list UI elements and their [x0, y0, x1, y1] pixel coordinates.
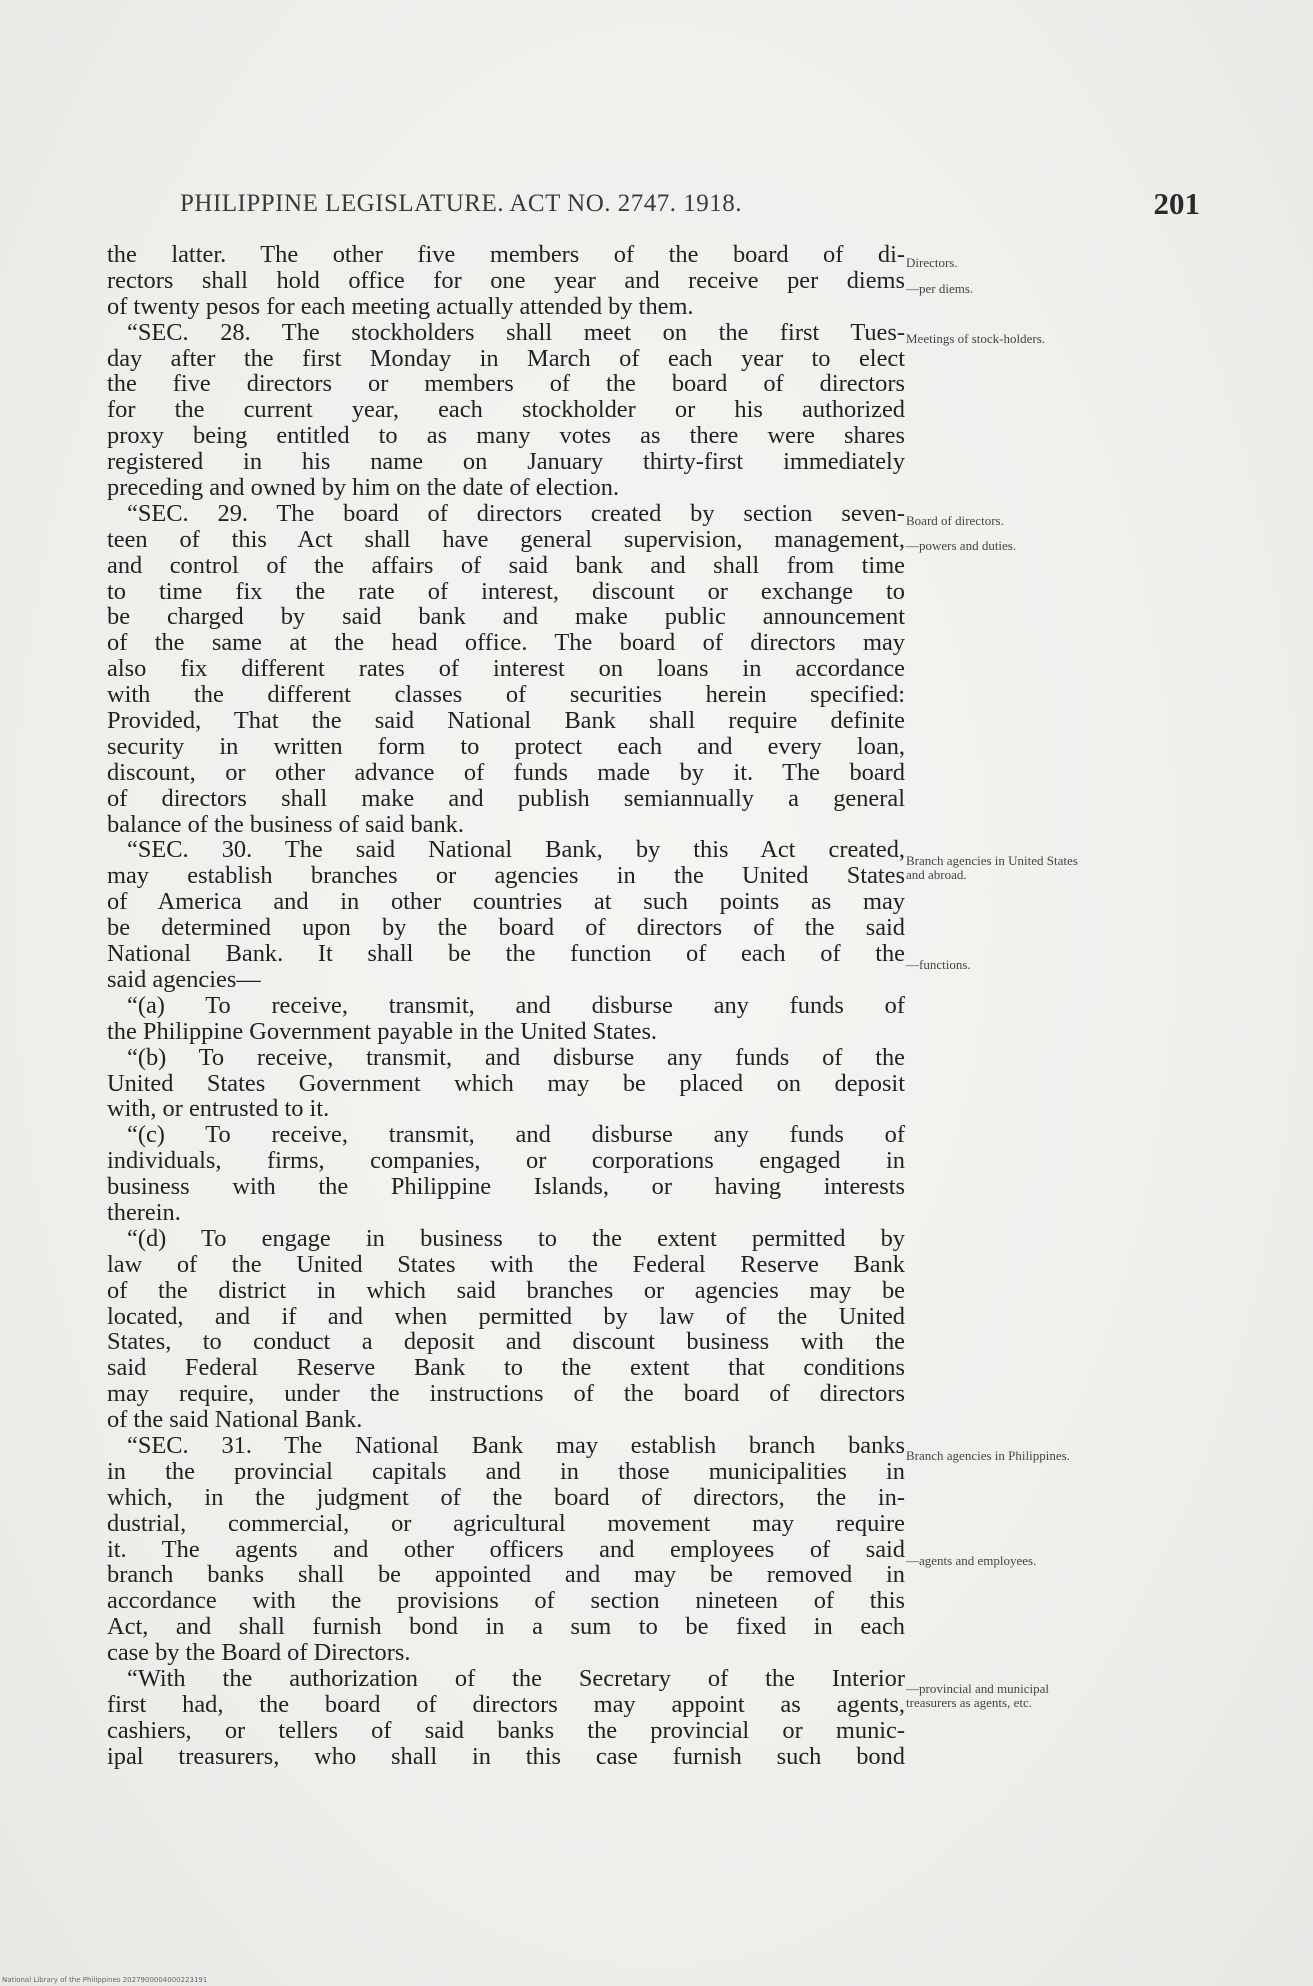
paragraph-authorization-line: “With the authorization of the Secretary of the Interior: [127, 1665, 905, 1692]
text-line: United States Government which may be placed on deposit: [107, 1070, 905, 1097]
text-line: cashiers, or tellers of said banks the provincial or munic-: [107, 1717, 905, 1744]
margin-note-powers: —powers and duties.: [906, 538, 1017, 553]
section-30-line: “SEC. 30. The said National Bank, by this Act created,: [127, 837, 905, 864]
text-line: located, and if and when permitted by law of the United: [107, 1303, 905, 1330]
text-line: branch banks shall be appointed and may be removed in: [107, 1562, 905, 1589]
page-header: [180, 186, 1200, 230]
text-line: of the said National Bank.: [107, 1407, 363, 1433]
margin-note-directors: Directors.: [906, 255, 958, 270]
text-line: the Philippine Government payable in the United States.: [107, 1018, 658, 1045]
clause-b-line: “(b) To receive, transmit, and disburse any funds of the: [127, 1044, 905, 1071]
text-line: may require, under the instructions of the board of directors: [107, 1381, 905, 1408]
text-line: said agencies—: [107, 966, 261, 993]
text-line: be charged by said bank and make public announcement: [107, 604, 905, 631]
running-head: PHILIPPINE LEGISLATURE. ACT NO. 2747. 1918.: [180, 190, 743, 217]
clause-d-line: “(d) To engage in business to the extent permitted by: [127, 1225, 905, 1252]
text-line: day after the first Monday in March of each year to elect: [107, 345, 905, 372]
clause-a-line: “(a) To receive, transmit, and disburse any funds of: [127, 992, 905, 1019]
text-line: teen of this Act shall have general supervision, management,: [107, 526, 905, 553]
text-line: may establish branches or agencies in the United States: [107, 863, 905, 890]
text-line: preceding and owned by him on the date of election.: [107, 475, 620, 501]
text-line: and control of the affairs of said bank and shall from time: [107, 552, 905, 579]
text-line: Act, and shall furnish bond in a sum to be fixed in each: [107, 1614, 905, 1641]
clause-c-line: “(c) To receive, transmit, and disburse any funds of: [127, 1122, 905, 1149]
text-line: therein.: [107, 1199, 181, 1226]
text-line: also fix different rates of interest on loans in accordance: [107, 656, 905, 683]
margin-note-branch-philippines: Branch agencies in Philippines.: [906, 1448, 1070, 1463]
text-line: for the current year, each stockholder or his authorized: [107, 397, 905, 424]
text-line: case by the Board of Directors.: [107, 1640, 411, 1666]
section-28-line: “SEC. 28. The stockholders shall meet on the first Tues-: [127, 319, 905, 346]
text-line: of America and in other countries at such points as may: [107, 889, 905, 916]
text-line: of the same at the head office. The board of directors may: [107, 630, 905, 657]
text-line: with, or entrusted to it.: [107, 1096, 330, 1123]
margin-note-agents: —agents and employees.: [906, 1553, 1037, 1568]
text-line: States, to conduct a deposit and discount business with the: [107, 1329, 905, 1356]
text-line: dustrial, commercial, or agricultural movement may require: [107, 1510, 905, 1537]
margin-note-per-diems: —per diems.: [906, 281, 974, 296]
scan-footer: National Library of the Philippines 2027900004000223191: [2, 1976, 208, 1984]
text-line: Provided, That the said National Bank shall require definite: [107, 708, 905, 734]
text-line: of the district in which said branches or agencies may be: [107, 1277, 905, 1304]
text-line: the five directors or members of the board of directors: [107, 371, 905, 398]
text-line: first had, the board of directors may appoint as agents,: [107, 1691, 905, 1718]
margin-note-treasurers: —provincial and municipal treasurers as agents, etc.: [906, 1681, 1049, 1710]
text-line: individuals, firms, companies, or corporations engaged in: [107, 1148, 905, 1175]
text-line: law of the United States with the Federal Reserve Bank: [107, 1251, 905, 1278]
section-29-line: “SEC. 29. The board of directors created by section seven-: [127, 500, 905, 527]
margin-note-functions: —functions.: [906, 957, 971, 972]
text-line: security in written form to protect each and every loan,: [107, 733, 905, 760]
text-line: registered in his name on January thirty-first immediately: [107, 449, 905, 476]
text-line: accordance with the provisions of section nineteen of this: [107, 1588, 905, 1615]
text-line: rectors shall hold office for one year and receive per diems: [107, 267, 905, 294]
text-line: it. The agents and other officers and employees of said: [107, 1536, 905, 1563]
text-line: in the provincial capitals and in those municipalities in: [107, 1458, 905, 1485]
section-31-line: “SEC. 31. The National Bank may establish branch banks: [127, 1432, 905, 1459]
text-line: of directors shall make and publish semiannually a general: [107, 785, 905, 812]
text-line: which, in the judgment of the board of directors, the in-: [107, 1484, 905, 1511]
text-line: of twenty pesos for each meeting actually attended by them.: [107, 293, 694, 320]
text-line: discount, or other advance of funds made by it. The board: [107, 759, 905, 786]
text-line: the latter. The other five members of the board of di-: [107, 242, 905, 268]
text-line: said Federal Reserve Bank to the extent that conditions: [107, 1355, 905, 1382]
body-text: [107, 242, 905, 1770]
text-line: National Bank. It shall be the function of each of the: [107, 941, 905, 967]
text-line: ipal treasurers, who shall in this case furnish such bond: [107, 1743, 905, 1770]
page-number: 201: [1153, 186, 1200, 221]
text-line: balance of the business of said bank.: [107, 811, 464, 838]
text-line: with the different classes of securities herein specified:: [107, 682, 905, 709]
text-line: proxy being entitled to as many votes as there were shares: [107, 423, 905, 450]
text-line: business with the Philippine Islands, or having interests: [107, 1174, 905, 1200]
text-line: to time fix the rate of interest, discount or exchange to: [107, 578, 905, 605]
margin-note-board: Board of directors.: [906, 513, 1004, 528]
text-line: be determined upon by the board of directors of the said: [107, 915, 905, 942]
margin-note-branch-abroad: Branch agencies in United States and abroad.: [906, 853, 1078, 882]
margin-note-meetings: Meetings of stock-holders.: [906, 331, 1046, 346]
